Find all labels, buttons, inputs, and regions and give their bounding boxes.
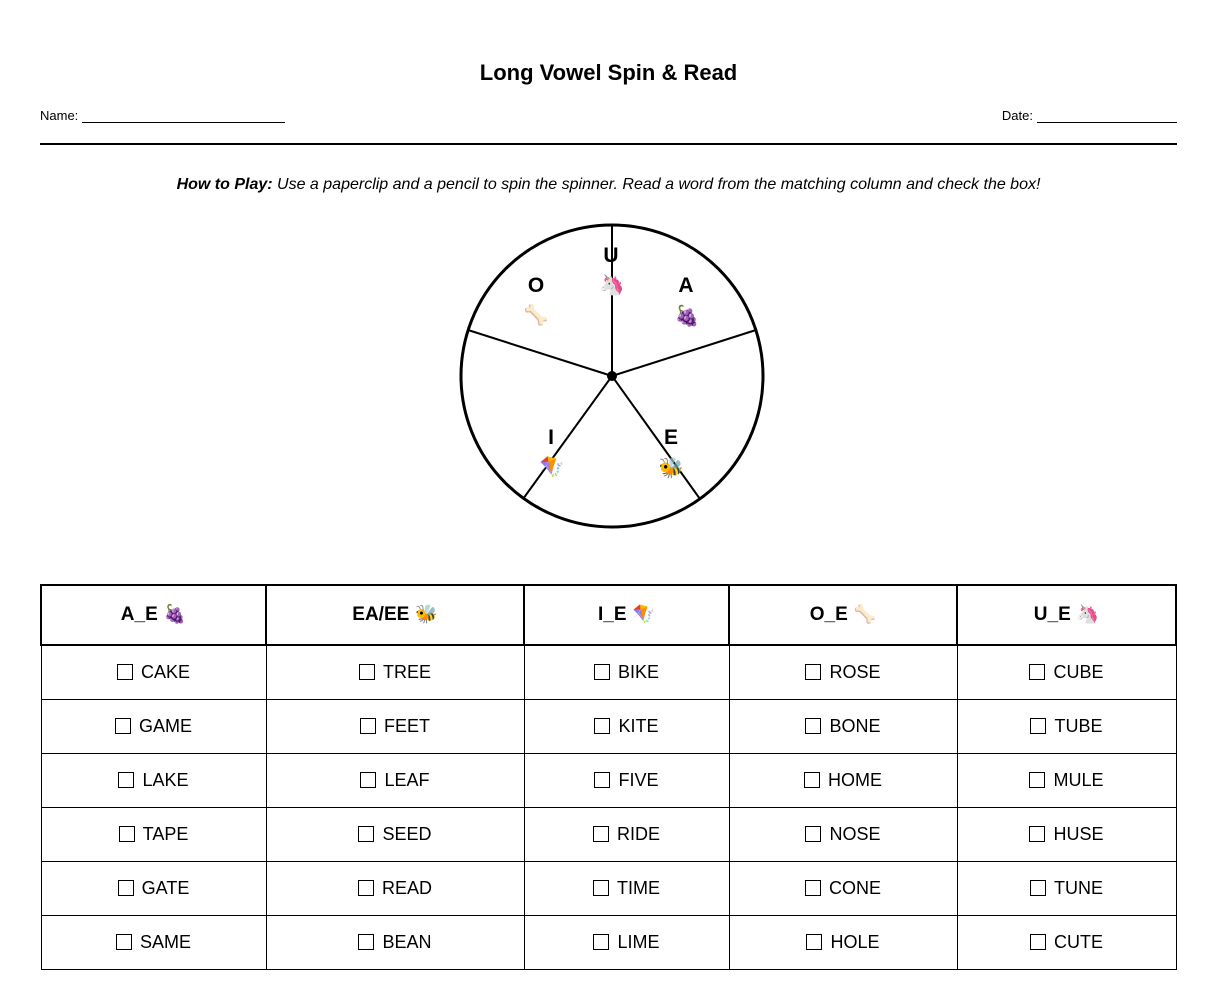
- word-cell: CONE: [729, 862, 957, 916]
- checkbox[interactable]: [359, 664, 375, 680]
- bee-icon: 🐝: [658, 457, 684, 480]
- bee-icon: 🐝: [415, 604, 438, 624]
- spinner[interactable]: [455, 220, 769, 534]
- checkbox[interactable]: [117, 664, 133, 680]
- word-cell: HOME: [729, 754, 957, 808]
- word-cell: BIKE: [524, 645, 729, 700]
- word-cell: BEAN: [266, 916, 524, 970]
- name-label: Name:: [40, 108, 79, 123]
- spinner-letter-o: O: [527, 274, 545, 297]
- table-row: [41, 808, 1176, 862]
- instructions: [0, 176, 1217, 194]
- word-cell: RIDE: [524, 808, 729, 862]
- word-cell: CUBE: [957, 645, 1176, 700]
- spinner-letter-i: I: [548, 426, 554, 449]
- grapes-icon: 🍇: [163, 604, 187, 624]
- date-label: Date:: [1001, 108, 1033, 123]
- word-cell: MULE: [957, 754, 1176, 808]
- table-row: [41, 645, 1176, 700]
- table-row: [41, 916, 1176, 970]
- word-cell: TAPE: [41, 808, 266, 862]
- word-cell: BONE: [729, 700, 957, 754]
- checkbox[interactable]: [805, 826, 821, 842]
- kite-icon: 🪁: [539, 456, 565, 479]
- checkbox[interactable]: [358, 880, 374, 896]
- checkbox[interactable]: [116, 934, 132, 950]
- word-cell: NOSE: [729, 808, 957, 862]
- spinner-letter-e: E: [663, 426, 679, 449]
- grapes-icon: 🍇: [674, 305, 700, 328]
- name-blank-line[interactable]: [82, 108, 285, 123]
- checkbox[interactable]: [1029, 826, 1045, 842]
- column-header-o-e: O_E 🦴: [729, 585, 957, 645]
- word-cell: TUBE: [957, 700, 1176, 754]
- instructions-lead: How to Play:: [176, 176, 273, 193]
- checkbox[interactable]: [118, 772, 134, 788]
- word-cell: GATE: [41, 862, 266, 916]
- checkbox[interactable]: [358, 826, 374, 842]
- instructions-text: Use a paperclip and a pencil to spin the spinner. Read a word from the matching column and check the box!: [272, 176, 1041, 193]
- checkbox[interactable]: [594, 664, 610, 680]
- checkbox[interactable]: [805, 718, 821, 734]
- word-cell: READ: [266, 862, 524, 916]
- word-cell: CUTE: [957, 916, 1176, 970]
- checkbox[interactable]: [360, 772, 376, 788]
- word-cell: TIME: [524, 862, 729, 916]
- name-field: [40, 108, 285, 123]
- bone-icon: 🦴: [523, 304, 549, 327]
- checkbox[interactable]: [118, 880, 134, 896]
- word-cell: TUNE: [957, 862, 1176, 916]
- bone-icon: 🦴: [853, 604, 877, 624]
- column-header-u-e: U_E 🦄: [957, 585, 1176, 645]
- word-cell: LIME: [524, 916, 729, 970]
- checkbox[interactable]: [115, 718, 131, 734]
- checkbox[interactable]: [594, 772, 610, 788]
- checkbox[interactable]: [360, 718, 376, 734]
- checkbox[interactable]: [1030, 880, 1046, 896]
- checkbox[interactable]: [593, 880, 609, 896]
- spinner-letter-u: U: [603, 244, 619, 267]
- kite-icon: 🪁: [632, 604, 655, 624]
- word-cell: SEED: [266, 808, 524, 862]
- unicorn-icon: 🦄: [1076, 604, 1100, 624]
- checkbox[interactable]: [119, 826, 135, 842]
- checkbox[interactable]: [1029, 772, 1045, 788]
- word-cell: LAKE: [41, 754, 266, 808]
- checkbox[interactable]: [805, 664, 821, 680]
- column-header-a-e: A_E 🍇: [41, 585, 266, 645]
- checkbox[interactable]: [593, 826, 609, 842]
- spinner-center: [607, 371, 617, 381]
- word-cell: TREE: [266, 645, 524, 700]
- checkbox[interactable]: [1030, 718, 1046, 734]
- word-cell: SAME: [41, 916, 266, 970]
- word-cell: CAKE: [41, 645, 266, 700]
- date-field: [1002, 108, 1177, 123]
- word-cell: KITE: [524, 700, 729, 754]
- checkbox[interactable]: [804, 772, 820, 788]
- checkbox[interactable]: [1030, 934, 1046, 950]
- column-header-i-e: I_E 🪁: [524, 585, 729, 645]
- checkbox[interactable]: [594, 718, 610, 734]
- checkbox[interactable]: [1029, 664, 1045, 680]
- table-row: [41, 754, 1176, 808]
- header-divider: [40, 143, 1177, 145]
- page-title: Long Vowel Spin & Read: [479, 60, 738, 85]
- word-cell: FIVE: [524, 754, 729, 808]
- table-row: [41, 862, 1176, 916]
- word-cell: LEAF: [266, 754, 524, 808]
- word-cell: GAME: [41, 700, 266, 754]
- word-cell: HOLE: [729, 916, 957, 970]
- column-header-ea-ee: EA/EE 🐝: [266, 585, 524, 645]
- checkbox[interactable]: [593, 934, 609, 950]
- word-cell: FEET: [266, 700, 524, 754]
- date-blank-line[interactable]: [1037, 108, 1177, 123]
- checkbox[interactable]: [358, 934, 374, 950]
- checkbox[interactable]: [806, 934, 822, 950]
- spinner-letter-a: A: [678, 274, 694, 297]
- word-table: [40, 584, 1177, 970]
- word-cell: ROSE: [729, 645, 957, 700]
- unicorn-icon: 🦄: [599, 274, 625, 297]
- checkbox[interactable]: [805, 880, 821, 896]
- word-cell: HUSE: [957, 808, 1176, 862]
- table-header-row: [41, 585, 1176, 645]
- table-row: [41, 700, 1176, 754]
